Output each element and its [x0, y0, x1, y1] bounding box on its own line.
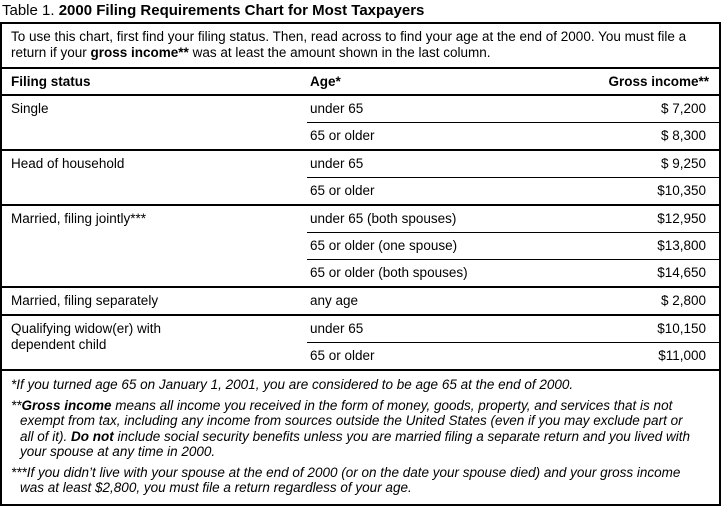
footnote-text: include social security benefits unless you are married filing a separate return and you lived with your spouse at any time in 2000.	[20, 428, 691, 459]
filing-status-label: Married, filing separately	[11, 293, 159, 308]
footnote-bold-do-not: Do not	[71, 428, 114, 444]
filing-requirements-table	[2, 69, 719, 371]
income-cell: $11,000	[579, 343, 719, 371]
footnote-spouse	[7, 465, 691, 496]
income-cell: $14,650	[579, 260, 719, 288]
income-cell: $10,350	[579, 178, 719, 206]
income-cell: $ 9,250	[579, 150, 719, 178]
income-cell: $13,800	[579, 233, 719, 260]
table-row	[2, 315, 719, 343]
age-cell: 65 or older	[307, 178, 579, 206]
table-header-row	[2, 69, 719, 95]
income-cell: $ 2,800	[579, 287, 719, 315]
filing-status-cell	[2, 287, 307, 315]
filing-status-label: Married, filing jointly***	[11, 211, 147, 226]
age-cell: 65 or older (one spouse)	[307, 233, 579, 260]
footnote-text: means all income you received in the form of money, goods, property, and services that is not exempt from tax, including any income from sources outside the United States (even if you may exclude part or all of it).	[20, 397, 683, 444]
footnote-marker: ***	[11, 464, 27, 480]
income-cell: $ 7,200	[579, 95, 719, 123]
footnote-marker: **	[11, 397, 22, 413]
filing-status-label: Qualifying widow(er) with dependent child	[11, 321, 162, 352]
age-cell: under 65	[307, 150, 579, 178]
table-row	[2, 205, 719, 233]
filing-status-label: Head of household	[11, 156, 125, 171]
age-cell: 65 or older	[307, 123, 579, 151]
age-cell: any age	[307, 287, 579, 315]
header-filing-status: Filing status	[2, 69, 307, 95]
age-cell: under 65 (both spouses)	[307, 205, 579, 233]
age-cell: 65 or older	[307, 343, 579, 371]
income-cell: $ 8,300	[579, 123, 719, 151]
footnote-gross-income	[7, 398, 691, 460]
filing-requirements-chart-box	[0, 22, 721, 506]
page-title	[0, 0, 721, 22]
table-row	[2, 150, 719, 178]
table-row	[2, 287, 719, 315]
footnote-bold-gross-income: Gross income	[21, 397, 112, 413]
age-cell: 65 or older (both spouses)	[307, 260, 579, 288]
income-cell: $12,950	[579, 205, 719, 233]
filing-status-cell	[2, 150, 307, 205]
chart-instructions	[2, 24, 719, 69]
instructions-text-1: To use this chart, first find your filing status. Then, read across to find your age at the end of 2000. You must file a return if your	[11, 29, 687, 60]
table-row	[2, 95, 719, 123]
filing-status-label: Single	[11, 101, 49, 116]
header-age: Age*	[307, 69, 579, 95]
age-cell: under 65	[307, 95, 579, 123]
age-cell: under 65	[307, 315, 579, 343]
filing-status-cell	[2, 315, 307, 370]
footnotes-section	[2, 371, 719, 504]
instructions-text-2: was at least the amount shown in the last column.	[188, 45, 491, 60]
footnote-text: If you turned age 65 on January 1, 2001, you are considered to be age 65 at the end of 2000.	[16, 377, 574, 392]
title-prefix: Table 1.	[2, 2, 55, 19]
filing-status-cell	[2, 205, 307, 287]
footnote-age-65	[7, 377, 691, 393]
header-gross-income: Gross income**	[579, 69, 719, 95]
footnote-text: If you didn’t live with your spouse at the end of 2000 (or on the date your spouse died) and your gross income was at least $2,800, you must file a return regardless of your age.	[20, 464, 681, 495]
income-cell: $10,150	[579, 315, 719, 343]
title-main: 2000 Filing Requirements Chart for Most Taxpayers	[58, 2, 425, 19]
filing-status-cell	[2, 95, 307, 150]
footnote-marker: *	[11, 377, 17, 392]
instructions-bold-gross-income: gross income**	[90, 45, 189, 60]
